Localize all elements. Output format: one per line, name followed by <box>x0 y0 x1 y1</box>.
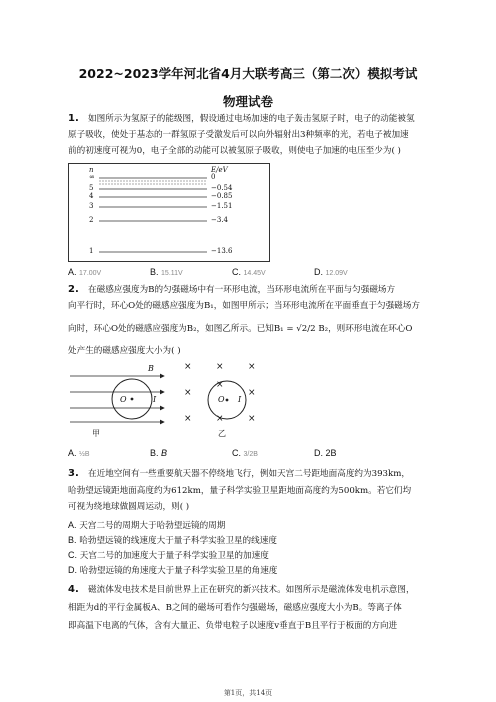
q3-line-3: 可视为绕地球做圆周运动，则( ) <box>68 502 190 512</box>
q2-line-1: 在磁感应强度为B的匀强磁场中有一环形电流，当环形电流所在平面与匀强磁场方 <box>88 285 396 295</box>
cross-mark: × <box>216 362 224 372</box>
figure-b-o-label: O <box>218 395 225 404</box>
level-n-1: 1 <box>89 247 94 255</box>
q3-line-1: 在近地空间有一些重要航天器不停绕地飞行，例如天宫二号距地面高度约为393km， <box>88 469 410 479</box>
q3-number: 3. <box>68 468 79 479</box>
level-n-4: 4 <box>89 192 94 200</box>
q1-line-2: 原子吸收，使处于基态的一群氢原子受激发后可以向外辐射出3种频率的光，若电子被加速 <box>68 130 409 140</box>
q1-option-c: C. 14.45V <box>232 267 266 277</box>
q2-line-3: 向时，环心O处的磁感应强度为B₂，如图乙所示。已知B₁ = √2/2 B₂，则环形电流在环心O <box>68 324 413 334</box>
figure-a-caption: 甲 <box>92 429 100 438</box>
q4-line-2: 相距为d的平行金属板A、B之间的磁场可看作匀强磁场，磁感应强度大小为B。等离子体 <box>68 603 402 613</box>
level-n-2: 2 <box>89 216 94 224</box>
q3-line-2: 哈勃望远镜距地面高度约为612km，量子科学实验卫星距地面高度约为500km。若它们均 <box>68 486 412 496</box>
level-e-inf: 0 <box>211 173 216 181</box>
energy-level-svg <box>69 164 269 261</box>
figure-a-o-label: O <box>120 395 127 404</box>
q3-option-a: A. 天宫二号的周期大于哈勃望远镜的周期 <box>68 520 226 531</box>
cross-mark: × <box>216 380 224 390</box>
q2-option-a: A. ½B <box>68 448 90 458</box>
exam-subtitle: 物理试卷 <box>222 94 273 109</box>
level-n-5: 5 <box>89 184 94 192</box>
cross-mark: × <box>248 388 256 398</box>
q1-option-a: A. 17.00V <box>68 267 102 277</box>
q2-line-2: 向平行时，环心O处的磁感应强度为B₁，如图甲所示；当环形电流所在平面垂直于匀强磁场方 <box>68 301 420 311</box>
figure-a-i-label: I <box>153 395 157 404</box>
q2-line-4: 处产生的磁感应强度大小为( ) <box>68 346 181 356</box>
q4-line-3: 即高温下电离的气体，含有大量正、负带电粒子以速度v垂直于B且平行于板面的方向进 <box>68 621 398 631</box>
n-label: n <box>89 166 94 174</box>
q1-option-b: B. 15.11V <box>150 267 183 277</box>
level-n-inf: ∞ <box>89 173 95 181</box>
q2-number: 2. <box>68 284 79 295</box>
cross-mark: × <box>248 414 256 424</box>
q3-option-b: B. 哈勃望远镜的线速度大于量子科学实验卫星的线速度 <box>68 535 277 546</box>
q3-option-c: C. 天宫二号的加速度大于量子科学实验卫星的加速度 <box>68 550 269 561</box>
q2-option-b: B. B <box>150 448 168 458</box>
level-n-3: 3 <box>89 202 94 210</box>
level-e-4: −0.85 <box>211 192 233 200</box>
q1-option-d: D. 12.09V <box>314 267 348 277</box>
q1-line-3: 前的初速度可视为0，电子全部的动能可以被氢原子吸收，则使电子加速的电压至少为( ) <box>68 146 401 156</box>
cross-mark: × <box>216 414 224 424</box>
q2-option-d: D. 2B <box>314 448 337 458</box>
cross-mark: × <box>248 362 256 372</box>
figure-b <box>178 362 268 432</box>
q1-line-1: 如图所示为氢原子的能级图，假设通过电场加速的电子轰击氢原子时，电子的动能被氢 <box>88 114 415 124</box>
figure-b-caption: 乙 <box>218 429 226 438</box>
energy-level-diagram <box>68 163 270 262</box>
figure-a-b-label: B <box>148 364 154 373</box>
q3-option-d: D. 哈勃望远镜的角速度大于量子科学实验卫星的角速度 <box>68 565 278 576</box>
q4-line-1: 磁流体发电技术是目前世界上正在研究的新兴技术。如图所示是磁流体发电机示意图， <box>88 585 415 595</box>
cross-mark: × <box>184 388 192 398</box>
level-e-1: −13.6 <box>211 247 233 255</box>
q1-number: 1. <box>68 113 79 124</box>
cross-mark: × <box>184 362 192 372</box>
q2-option-c: C. 3/2B <box>232 448 258 458</box>
page-footer: 第1页，共14页 <box>223 689 273 697</box>
level-e-2: −3.4 <box>211 216 228 224</box>
q4-number: 4. <box>68 584 79 595</box>
level-e-3: −1.51 <box>211 202 233 210</box>
figure-a <box>68 362 168 436</box>
level-e-5: −0.54 <box>211 184 233 192</box>
e-label: E/eV <box>211 166 228 174</box>
exam-title: 2022~2023学年河北省4月大联考高三（第二次）模拟考试 <box>78 66 418 81</box>
figure-b-i-label: I <box>238 395 242 404</box>
cross-mark: × <box>184 414 192 424</box>
